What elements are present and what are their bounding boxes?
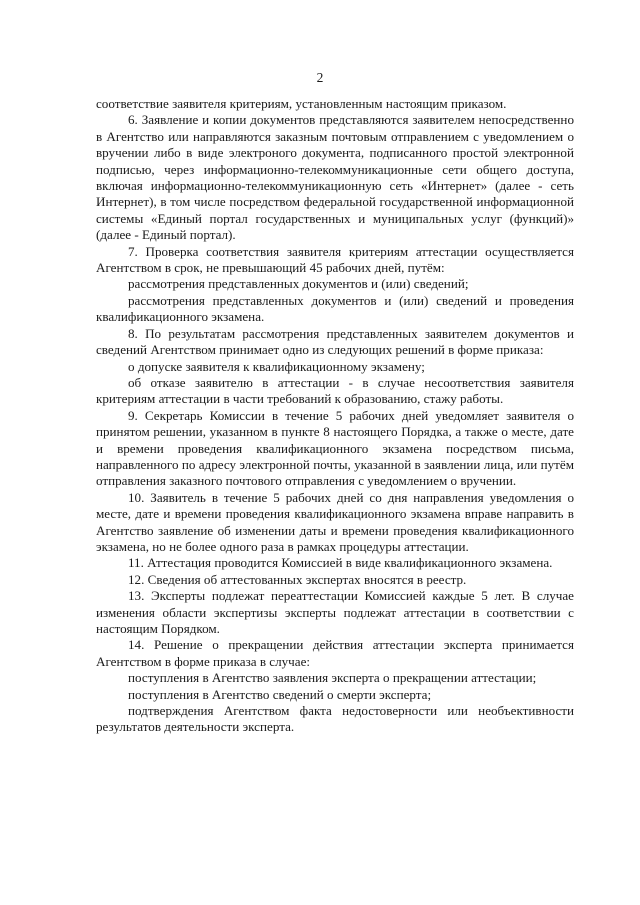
paragraph: 7. Проверка соответствия заявителя критериям аттестации осуществляется Агентством в срок, не превышающий 45 рабочих дней, путём: [96, 243, 574, 276]
paragraph: 9. Секретарь Комиссии в течение 5 рабочих дней уведомляет заявителя о принятом решении, указанном в пункте 8 настоящего Порядка, а также о месте, дате и времени проведения квалификационного экзамена посредством письма, направленного по адресу электронной почты, указанной в заявлении лица, или путём отправления заказного почтового отправления с уведомлением о вручении. [96, 407, 574, 489]
list-item: об отказе заявителю в аттестации - в случае несоответствия заявителя критериям аттестации в части требований к образованию, стажу работы. [96, 374, 574, 407]
list-item: поступления в Агентство заявления эксперта о прекращении аттестации; [128, 670, 537, 686]
document-body [96, 96, 574, 736]
page-number: 2 [316, 70, 324, 85]
paragraph: 12. Сведения об аттестованных экспертах вносятся в реестр. [128, 571, 467, 587]
paragraph: 13. Эксперты подлежат переаттестации Комиссией каждые 5 лет. В случае изменения области экспертизы эксперты подлежат аттестации в соответствии с настоящим Порядком. [96, 588, 574, 636]
list-item: поступления в Агентство сведений о смерти эксперта; [128, 686, 432, 702]
list-item: о допуске заявителя к квалификационному экзамену; [128, 358, 425, 374]
paragraph: 6. Заявление и копии документов представляются заявителем непосредственно в Агентство или направляются заказным почтовым отправлением с уведомлением о вручении либо в виде электроного документа, подписанного простой электронной подписью, через информационно-телекоммуникационные сети общего доступа, включая информационно-телекоммуникационную сеть «Интернет» (далее - сеть Интернет), в том числе посредством федеральной государственной информационной системы «Единый портал государственных и муниципальных услуг (функций)» (далее - Единый портал). [96, 112, 574, 243]
list-item: рассмотрения представленных документов и (или) сведений; [128, 276, 469, 292]
paragraph: 10. Заявитель в течение 5 рабочих дней со дня направления уведомления о месте, дате и времени проведения квалификационного экзамена вправе направить в Агентство заявление об изменении даты и времени проведения квалификационного экзамена, но не более одного раза в рамках процедуры аттестации. [96, 489, 574, 554]
paragraph: соответствие заявителя критериям, установленным настоящим приказом. [96, 96, 507, 111]
paragraph: 14. Решение о прекращении действия аттестации эксперта принимается Агентством в форме приказа в случае: [96, 637, 574, 669]
paragraph: 11. Аттестация проводится Комиссией в виде квалификационного экзамена. [128, 555, 553, 571]
paragraph: 8. По результатам рассмотрения представленных заявителем документов и сведений Агентством принимает одно из следующих решений в форме приказа: [96, 325, 574, 358]
list-item: подтверждения Агентством факта недостоверности или необъективности результатов деятельности эксперта. [96, 703, 574, 735]
list-item: рассмотрения представленных документов и (или) сведений и проведения квалификационного экзамена. [96, 292, 574, 325]
